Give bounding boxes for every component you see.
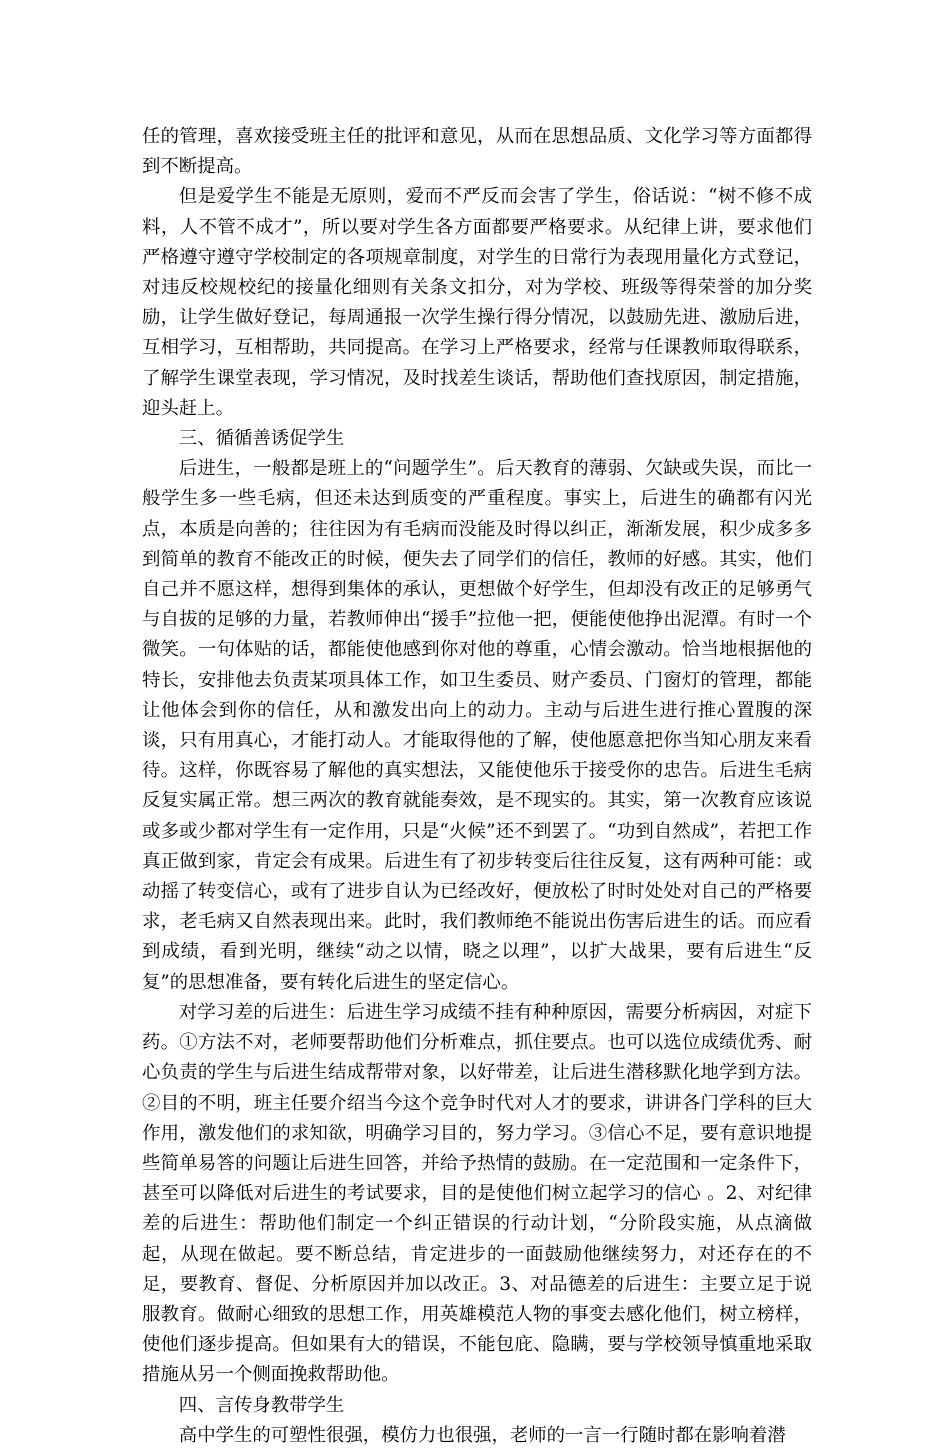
section-heading-3: 三、循循善诱促学生 (178, 428, 345, 450)
section-heading-4: 四、言传身教带学生 (178, 1394, 345, 1416)
paragraph-study-methods: 对学习差的后进生：后进生学习成绩不挂有种种原因，需要分析病因，对症下药。①方法不对，老师要帮助他们分析难点，抓住要点。也可以选位成绩优秀、耐心负责的学生与后进生结成帮带对象，以好带差，让后进生潜移默化地学到方法。②目的不明，班主任要介绍当今这个竞争时代对人才的要求，讲讲各门学科的巨大作用，激发他们的求知欲，明确学习目的，努力学习。③信心不足，要有意识地提些简单易答的问题让后进生回答，并给予热情的鼓励。在一定范围和一定条件下，甚至可以降低对后进生的考试要求，目的是使他们树立起学习的信心 。2、对纪律差的后进生：帮助他们制定一个纠正错误的行动计划，“分阶段实施，从点滴做起，从现在做起。要不断总结，肯定进步的一面鼓励他继续努力，对还存在的不足，要教育、督促、分析原因并加以改正。3、对品德差的后进生：主要立足于说服教育。做耐心细致的思想工作，用英雄模范人物的事变去感化他们，树立榜样，使他们逐步提高。但如果有大的错误，不能包庇、隐瞒，要与学校领导慎重地采取措施从另一个侧面挽救帮助他。 (142, 1001, 812, 1386)
paragraph-continuation: 任的管理，喜欢接受班主任的批评和意见，从而在思想品质、文化学习等方面都得到不断提高。 (142, 126, 812, 178)
paragraph-underachievers: 后进生，一般都是班上的“问题学生”。后天教育的薄弱、欠缺或失误，而比一般学生多一些毛病，但还未达到质变的严重程度。事实上，后进生的确都有闪光点，本质是向善的；往往因为有毛病而没能及时得以纠正，渐渐发展，积少成多多到简单的教育不能改正的时候，便失去了同学们的信任，教师的好感。其实，他们自己并不愿这样，想得到集体的承认，更想做个好学生，但却没有改正的足够勇气与自拔的足够的力量，若教师伸出“援手”拉他一把，便能使他挣出泥潭。有时一个微笑。一句体贴的话，都能使他感到你对他的尊重，心情会激动。恰当地根据他的特长，安排他去负责某项具体工作，如卫生委员、财产委员、门窗灯的管理，都能让他体会到你的信任，从和激发出向上的动力。主动与后进生进行推心置腹的深谈，只有用真心，才能打动人。才能取得他的了解，使他愿意把你当知心朋友来看待。这样，你既容易了解他的真实想法，又能使他乐于接受你的忠告。后进生毛病反复实属正常。想三两次的教育就能奏效，是不现实的。其实，第一次教育应该说或多或少都对学生有一定作用，只是“火候”还不到罢了。“功到自然成”，若把工作真正做到家，肯定会有成果。后进生有了初步转变后往往反复，这有两种可能：或动摇了转变信心，或有了进步自认为已经改好，便放松了时时处处对自己的严格要求，老毛病又自然表现出来。此时，我们教师绝不能说出伤害后进生的话。而应看到成绩，看到光明，继续“动之以情，晓之以理”，以扩大战果，要有后进生“反复”的思想准备，要有转化后进生的坚定信心。 (142, 458, 812, 993)
paragraph-strict-requirements: 但是爱学生不能是无原则，爱而不严反而会害了学生，俗话说：“树不修不成料，人不管不成才”，所以要对学生各方面都要严格要求。从纪律上讲，要求他们严格遵守遵守学校制定的各项规章制度，对学生的日常行为表现用量化方式登记，对违反校规校纪的接量化细则有关条文扣分，对为学校、班级等得荣誉的加分奖励，让学生做好登记，每周通报一次学生操行得分情况，以鼓励先进、激励后进，互相学习，互相帮助，共同提高。在学习上严格要求，经常与任课教师取得联系，了解学生课堂表现，学习情况，及时找差生谈话，帮助他们查找原因，制定措施，迎头赶上。 (142, 186, 812, 419)
paragraph-lead-by-example: 高中学生的可塑性很强，模仿力也很强，老师的一言一行随时都在影响着潜 (178, 1424, 786, 1446)
document-page (142, 122, 812, 1451)
